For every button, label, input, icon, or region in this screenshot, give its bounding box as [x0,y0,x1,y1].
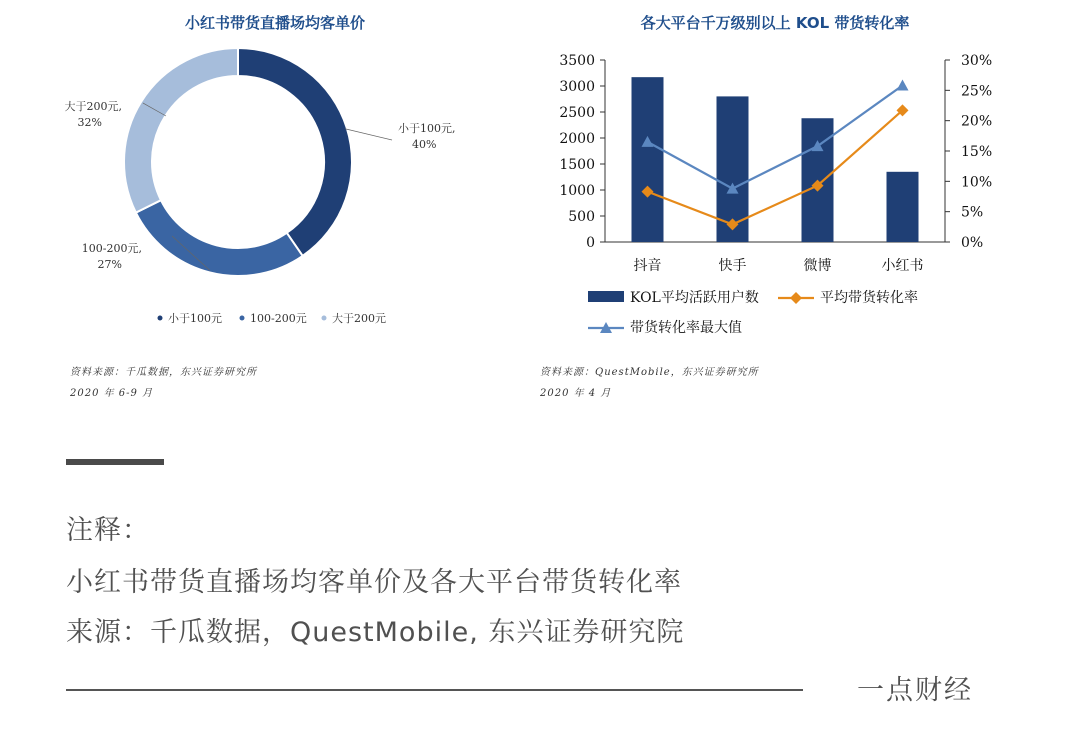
y2-tick-label: 5% [961,204,984,221]
line-max [648,85,903,188]
legend-marker-bar [588,291,624,302]
donut-source-line2: 2020 年 6-9 月 [70,388,154,399]
notes-line1: 小红书带货直播场均客单价及各大平台带货转化率 [66,567,682,598]
combo-chart [530,30,1050,350]
donut-slice-value: 40% [412,138,437,151]
donut-slice-value: 32% [77,116,102,129]
bar-抖音 [632,77,664,242]
brand-name: 一点财经 [857,675,973,706]
y2-tick-label: 30% [961,53,993,69]
legend-item-max: 带货转化率最大值 [630,320,742,336]
legend-marker-avg [790,292,802,304]
y2-tick-label: 10% [961,174,993,191]
x-tick-label: 快手 [718,258,747,274]
combo-source-line2: 2020 年 4 月 [540,388,612,399]
combo-chart-title: 各大平台千万级别以上 KOL 带货转化率 [640,14,910,32]
donut-slice-3 [124,48,238,213]
x-tick-label: 抖音 [633,258,662,274]
x-tick-label: 微博 [803,258,832,274]
section-divider [66,459,164,465]
y2-tick-label: 15% [961,144,993,160]
donut-chart [40,30,510,370]
bar-小红书 [887,172,919,242]
y-tick-label: 3500 [559,53,595,69]
donut-slice-value: 27% [97,258,122,271]
y2-tick-label: 0% [961,235,984,251]
point-max-conversion [897,79,909,90]
y-tick-label: 3000 [559,79,595,95]
donut-slice-label: 小于100元, [398,122,456,135]
notes-heading: 注释： [66,515,150,546]
y2-tick-label: 20% [961,113,993,130]
y-tick-label: 1500 [559,157,595,173]
y-tick-label: 2000 [559,131,595,147]
donut-slice-label: 大于200元, [64,100,122,113]
donut-leader-line [345,129,392,140]
y-tick-label: 2500 [559,105,595,121]
legend-marker [322,316,327,321]
x-tick-label: 小红书 [881,258,924,274]
combo-chart-panel [530,0,1050,420]
legend-marker [158,316,163,321]
donut-source-line1: 资料来源：千瓜数据，东兴证券研究所 [70,367,257,378]
notes-line2: 来源：千瓜数据，QuestMobile, 东兴证券研究院 [66,617,685,648]
legend-item-avg: 平均带货转化率 [820,290,918,306]
legend-item-3: 大于200元 [332,312,386,325]
donut-slice-1 [238,48,352,256]
donut-slice-label: 100-200元, [81,242,142,255]
y-tick-label: 500 [568,209,595,225]
legend-item-2: 100-200元 [250,312,307,325]
legend-item-bar: KOL平均活跃用户数 [630,290,759,306]
donut-chart-title: 小红书带货直播场均客单价 [184,14,365,32]
legend-item-1: 小于100元 [168,312,222,325]
y-tick-label: 0 [586,235,595,251]
donut-chart-panel [40,0,510,420]
donut-slice-2 [136,200,303,276]
legend-marker [240,316,245,321]
y2-tick-label: 25% [961,83,993,100]
combo-source-line1: 资料来源：QuestMobile，东兴证券研究所 [540,367,759,378]
y-tick-label: 1000 [559,183,595,199]
footer-divider [66,689,803,691]
